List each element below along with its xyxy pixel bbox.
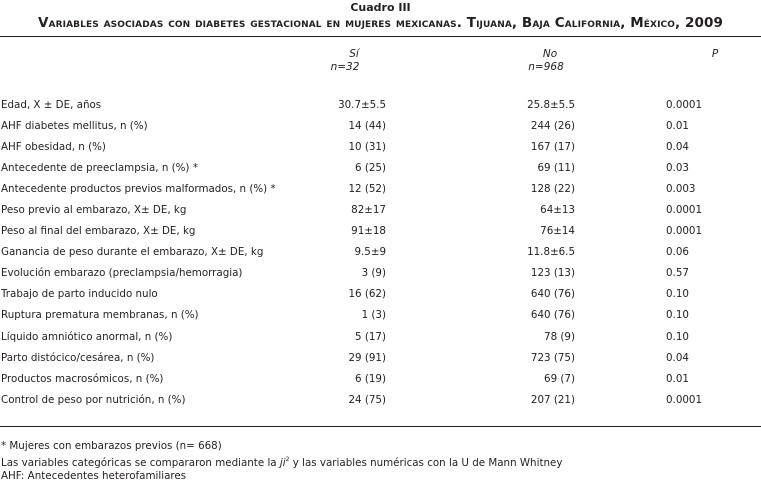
variable-cell: Antecedente productos previos malformados, n (%) * bbox=[1, 182, 276, 195]
no-value-cell: 69 (7) bbox=[544, 372, 575, 385]
variable-cell: Productos macrosómicos, n (%) bbox=[1, 372, 164, 385]
table-row bbox=[0, 136, 702, 157]
p-value-cell: 0.03 bbox=[666, 161, 689, 174]
table-row bbox=[0, 221, 702, 242]
si-value-cell: 1 (3) bbox=[361, 309, 386, 322]
no-value-cell: 69 (11) bbox=[537, 161, 575, 174]
p-value-cell: 0.0001 bbox=[666, 225, 703, 238]
table-title: Variables asociadas con diabetes gestacional en mujeres mexicanas. Tijuana, Baja California, México, 2009 bbox=[38, 15, 723, 31]
table-row bbox=[0, 326, 702, 347]
no-value-cell: 123 (13) bbox=[530, 267, 575, 280]
variable-cell: Control de peso por nutrición, n (%) bbox=[1, 393, 186, 406]
si-value-cell: 16 (62) bbox=[348, 288, 386, 301]
no-value-cell: 25.8±5.5 bbox=[527, 98, 575, 111]
p-value-cell: 0.10 bbox=[666, 288, 689, 301]
p-value-cell: 0.04 bbox=[666, 351, 689, 364]
table-row bbox=[0, 263, 702, 284]
si-value-cell: 29 (91) bbox=[348, 351, 386, 364]
p-value-cell: 0.10 bbox=[666, 330, 689, 343]
col-header-no bbox=[516, 48, 576, 74]
variable-cell: Ruptura prematura membranas, n (%) bbox=[1, 309, 199, 322]
si-value-cell: 24 (75) bbox=[348, 393, 386, 406]
no-value-cell: 640 (76) bbox=[530, 288, 575, 301]
footnote-statistics: Las variables categóricas se compararon mediante la $ji^2$ y las variables numéricas con la U de Mann Whitney bbox=[1, 456, 563, 470]
col-header-si bbox=[320, 48, 370, 74]
p-value-cell: 0.0001 bbox=[666, 393, 703, 406]
table-row bbox=[0, 305, 702, 326]
variable-cell: AHF obesidad, n (%) bbox=[1, 140, 106, 153]
no-value-cell: 167 (17) bbox=[530, 140, 575, 153]
variable-cell: Peso previo al embarazo, X± DE, kg bbox=[1, 204, 187, 217]
variable-cell: Trabajo de parto inducido nulo bbox=[1, 288, 158, 301]
p-value-cell: 0.0001 bbox=[666, 98, 703, 111]
si-value-cell: 3 (9) bbox=[361, 267, 386, 280]
variable-cell: Antecedente de preeclampsia, n (%) * bbox=[1, 161, 198, 174]
footnote-ahf: AHF: Antecedentes heterofamiliares bbox=[1, 470, 187, 483]
col-header-p-label: P bbox=[711, 48, 719, 60]
si-value-cell: 6 (25) bbox=[355, 161, 386, 174]
table-row bbox=[0, 94, 702, 115]
no-value-cell: 640 (76) bbox=[530, 309, 575, 322]
no-value-cell: 128 (22) bbox=[530, 182, 575, 195]
si-value-cell: 12 (52) bbox=[348, 182, 386, 195]
si-value-cell: 9.5±9 bbox=[354, 246, 386, 259]
p-value-cell: 0.06 bbox=[666, 246, 689, 259]
p-value-cell: 0.10 bbox=[666, 309, 689, 322]
top-rule bbox=[0, 36, 761, 37]
table-row bbox=[0, 389, 702, 410]
p-value-cell: 0.0001 bbox=[666, 204, 703, 217]
col-header-si-label: Sí bbox=[349, 48, 359, 60]
si-value-cell: 30.7±5.5 bbox=[338, 98, 386, 111]
data-table bbox=[0, 94, 702, 410]
si-value-cell: 10 (31) bbox=[348, 140, 386, 153]
col-header-si-n: n=32 bbox=[330, 61, 360, 73]
variable-cell: Evolución embarazo (preclampsia/hemorragia) bbox=[1, 267, 243, 280]
si-value-cell: 6 (19) bbox=[355, 372, 386, 385]
col-header-no-label: No bbox=[542, 48, 558, 60]
table-row bbox=[0, 178, 702, 199]
p-value-cell: 0.003 bbox=[666, 182, 696, 195]
no-value-cell: 76±14 bbox=[540, 225, 575, 238]
table-row bbox=[0, 199, 702, 220]
col-header-p bbox=[705, 48, 725, 61]
variable-cell: Peso al final del embarazo, X± DE, kg bbox=[1, 225, 196, 238]
variable-cell: Ganancia de peso durante el embarazo, X± DE, kg bbox=[1, 246, 264, 259]
footnote-previous-pregnancies: * Mujeres con embarazos previos (n= 668) bbox=[1, 440, 222, 452]
variable-cell: Líquido amniótico anormal, n (%) bbox=[1, 330, 173, 343]
si-value-cell: 82±17 bbox=[351, 204, 386, 217]
no-value-cell: 78 (9) bbox=[544, 330, 575, 343]
p-value-cell: 0.04 bbox=[666, 140, 689, 153]
p-value-cell: 0.01 bbox=[666, 372, 689, 385]
footnotes bbox=[1, 440, 562, 484]
si-value-cell: 5 (17) bbox=[355, 330, 386, 343]
table-row bbox=[0, 242, 702, 263]
no-value-cell: 244 (26) bbox=[530, 119, 575, 132]
no-value-cell: 11.8±6.5 bbox=[527, 246, 575, 259]
p-value-cell: 0.57 bbox=[666, 267, 689, 280]
table-row bbox=[0, 115, 702, 136]
variable-cell: AHF diabetes mellitus, n (%) bbox=[1, 119, 148, 132]
table-row bbox=[0, 368, 702, 389]
no-value-cell: 64±13 bbox=[540, 204, 575, 217]
no-value-cell: 723 (75) bbox=[530, 351, 575, 364]
table-row bbox=[0, 347, 702, 368]
no-value-cell: 207 (21) bbox=[530, 393, 575, 406]
col-header-no-n: n=968 bbox=[528, 61, 564, 73]
variable-cell: Parto distócico/cesárea, n (%) bbox=[1, 351, 155, 364]
table-row bbox=[0, 157, 702, 178]
si-value-cell: 14 (44) bbox=[348, 119, 386, 132]
variable-cell: Edad, X ± DE, años bbox=[1, 98, 102, 111]
si-value-cell: 91±18 bbox=[351, 225, 386, 238]
table-number: Cuadro III bbox=[350, 1, 411, 14]
p-value-cell: 0.01 bbox=[666, 119, 689, 132]
table-row bbox=[0, 284, 702, 305]
bottom-rule bbox=[0, 426, 761, 427]
